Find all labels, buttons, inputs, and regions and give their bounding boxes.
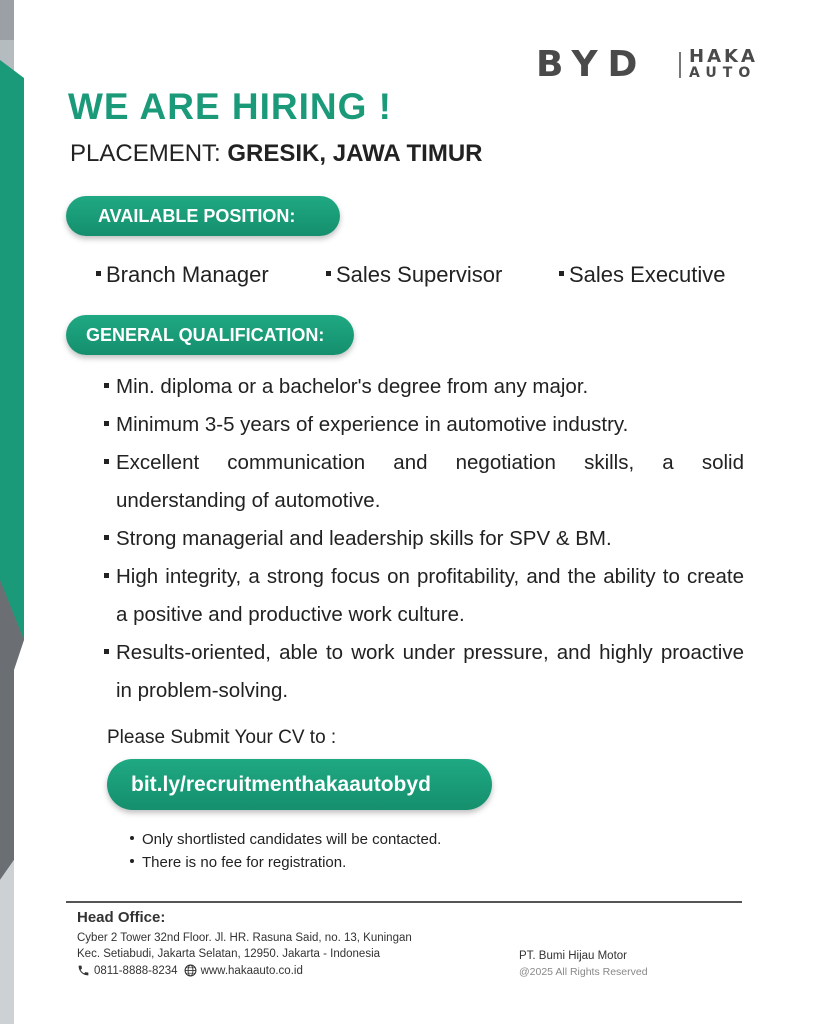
company-name: PT. Bumi Hijau Motor (519, 950, 628, 962)
bullet-icon (96, 271, 101, 276)
placement (70, 140, 483, 168)
auto-logo-text: AUTO (689, 65, 757, 81)
qualification-item: Min. diploma or a bachelor's degree from any major. (104, 368, 744, 406)
phone-number: 0811-8888-8234 (94, 964, 178, 977)
logo-separator (679, 52, 681, 78)
head-office-label: Head Office: (77, 909, 166, 926)
position-item: Sales Supervisor (326, 262, 502, 288)
qualification-item: Results-oriented, able to work under pressure, and highly proactive in problem-solving. (104, 634, 744, 710)
byd-logo: BYD (536, 44, 648, 85)
bullet-icon (326, 271, 331, 276)
qualification-item: High integrity, a strong focus on profitability, and the ability to create a positive and productive work culture. (104, 558, 744, 634)
bullet-icon (104, 535, 109, 540)
bullet-icon (559, 271, 564, 276)
website-link[interactable]: www.hakaauto.co.id (200, 964, 303, 977)
note-item: There is no fee for registration. (130, 851, 441, 874)
position-item: Branch Manager (96, 262, 269, 288)
globe-icon (184, 964, 197, 977)
position-item: Sales Executive (559, 262, 726, 288)
copyright: @2025 All Rights Reserved (519, 966, 648, 978)
bullet-icon (104, 383, 109, 388)
placement-location: GRESIK, JAWA TIMUR (227, 140, 483, 167)
qualification-item: Minimum 3-5 years of experience in automotive industry. (104, 406, 744, 444)
footer-divider (66, 901, 742, 903)
bullet-icon (104, 421, 109, 426)
note-item: Only shortlisted candidates will be contacted. (130, 828, 441, 851)
side-decoration (0, 0, 40, 1024)
qualification-item: Strong managerial and leadership skills for SPV & BM. (104, 520, 744, 558)
positions-heading: AVAILABLE POSITION: (66, 196, 340, 236)
bullet-icon (104, 573, 109, 578)
bullet-icon (104, 649, 109, 654)
haka-logo-text: HAKA (689, 46, 758, 67)
qualification-item: Excellent communication and negotiation skills, a solid understanding of automotive. (104, 444, 744, 520)
address-line: Kec. Setiabudi, Jakarta Selatan, 12950. Jakarta - Indonesia (77, 948, 381, 960)
address-line: Cyber 2 Tower 32nd Floor. Jl. HR. Rasuna Said, no. 13, Kuningan (77, 932, 412, 944)
bullet-icon (130, 859, 134, 863)
contact-info (77, 964, 303, 977)
cv-submission-link[interactable]: bit.ly/recruitmenthakaautobyd (107, 759, 492, 810)
phone-icon (77, 964, 90, 977)
submit-label: Please Submit Your CV to : (107, 727, 337, 748)
notes-list (130, 828, 441, 874)
bullet-icon (130, 836, 134, 840)
qualification-list (104, 368, 744, 710)
brand-logo (536, 46, 776, 84)
headline: WE ARE HIRING ! (68, 86, 393, 127)
bullet-icon (104, 459, 109, 464)
qualifications-heading: GENERAL QUALIFICATION: (66, 315, 354, 355)
placement-label: PLACEMENT: (70, 140, 221, 167)
